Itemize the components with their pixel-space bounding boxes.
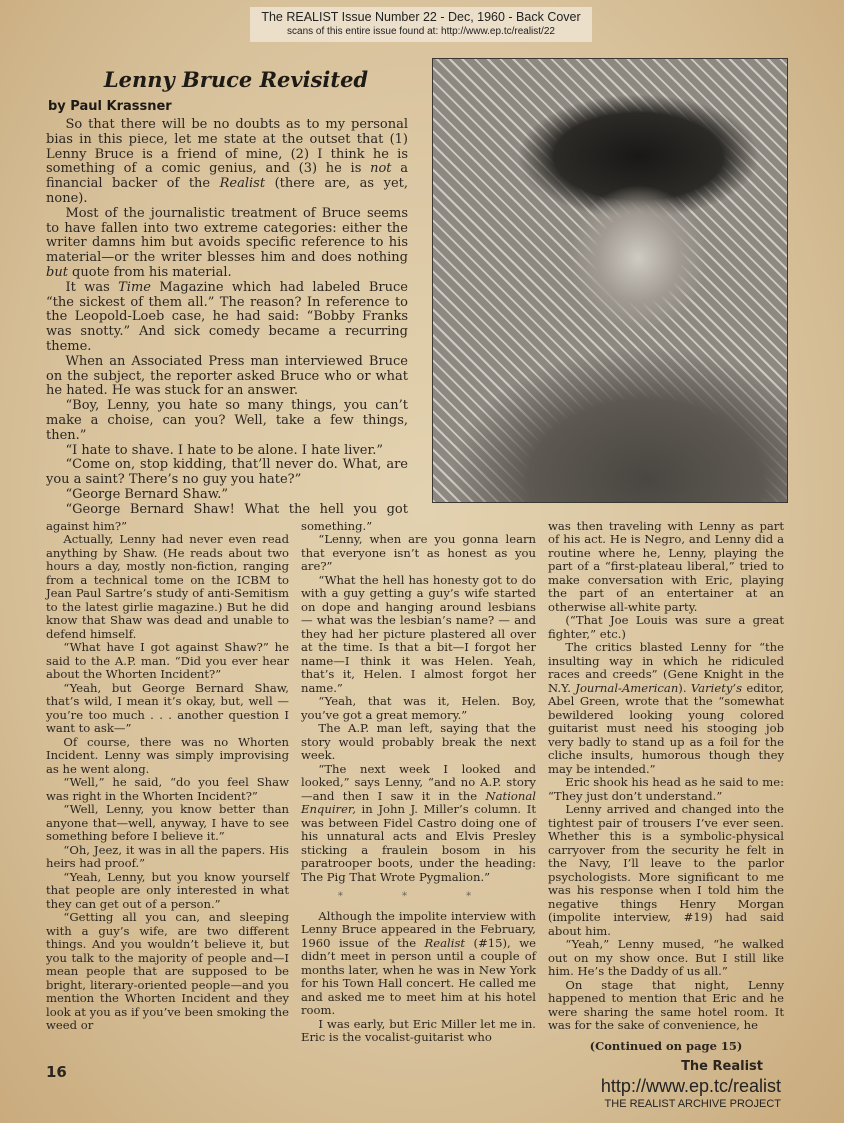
column-3 [548,520,784,1054]
page-number: 16 [46,1062,67,1081]
paragraph [46,911,289,1033]
article-title: Lenny Bruce Revisited [103,67,369,92]
columns [46,520,791,1054]
paragraph [46,355,408,399]
byline: by Paul Krassner [48,99,172,114]
paragraph [301,1018,536,1045]
text-run: The critics blasted Lenny for “the insulting way in which he ridiculed races and creeds” (Gene Knight in the N.Y. [548,640,784,695]
paragraph [548,979,784,1033]
text-run: When an Associated Press man interviewed Bruce on the subject, the reporter asked Bruce who or what he hated. He was stuck for an answer. [46,353,408,399]
text-run: “I hate to shave. I hate to be alone. I hate liver.” [65,442,384,458]
text-run: Lenny arrived and changed into the tightest pair of trousers I’ve ever seen. Whether this is a symbolic-physical carryover from the security he felt in the Navy, I’ll leave to the parlor psychologists. More significant to me was his response when I told him the negative things Henry Morgan (impolite interview, #19) had said about him. [548,802,784,938]
text-run: * * * [337,891,500,903]
paragraph [548,641,784,776]
paragraph [46,844,289,871]
footer-credits [601,1058,791,1111]
text-run: Most of the journalistic treatment of Bruce seems to have fallen into two extreme categories: either the writer damns him but avoids specific reference to his material—or the writer blesses him and does nothing [46,205,408,266]
italic-text: Realist [424,935,466,950]
text-run: The A.P. man left, saying that the story would probably break the next week. [301,721,536,763]
column-2 [301,520,536,1045]
italic-text: Realist [219,176,266,192]
text-run: ). [678,680,691,695]
paragraph [548,938,784,979]
text-run: was then traveling with Lenny as part of his act. He is Negro, and Lenny did a routine where he, Lenny, playing the part of a “first-plateau liberal,” tried to make conversation with Eric, playing the part of an entertainer at an otherwise all-white party. [548,518,784,614]
paragraph [301,520,536,534]
column-3-text [548,520,784,1033]
magazine-name: The Realist [681,1058,763,1074]
text-run: “Yeah, that was it, Helen. Boy, you’ve got a great memory.” [301,694,536,722]
page-footer [46,1058,791,1111]
paragraph [46,207,408,281]
continued-note: (Continued on page 15) [589,1038,743,1053]
paragraph [46,520,289,534]
text-run: “Come on, stop kidding, that’ll never do. What, are you a saint? There’s no guy you hate?” [46,457,408,488]
paragraph [301,533,536,574]
paragraph [46,458,408,488]
paragraph [301,574,536,696]
archive-url: http://www.ep.tc/realist [600,1075,781,1096]
text-run: “What have I got against Shaw?” he said to the A.P. man. “Did you ever hear about the Whorten Incident?” [46,640,289,682]
paragraph [46,444,408,459]
paragraph [301,722,536,763]
text-run: So that there will be no doubts as to my personal bias in this piece, let me state at the outset that (1) Lenny Bruce is a friend of mine, (2) I think he is something of a comic genius, and (3) he is [46,117,408,177]
text-run: “Yeah,” Lenny mused, “he walked out on my show once. But I still like him. He’s the Daddy of us all.” [548,937,784,979]
paragraph [46,488,408,503]
banner-subtitle: scans of this entire issue found at: http://www.ep.tc/realist/22 [287,26,555,37]
banner-title: The REALIST Issue Number 22 - Dec, 1960 - Back Cover [261,10,581,24]
paragraph [301,890,536,904]
paragraph [46,803,289,844]
italic-text: not [370,161,392,177]
text-run: Magazine which had labeled Bruce “the sickest of them all.” The reason? In reference to the Leopold-Loeb case, he had said: “Bobby Franks was snotty.” And sick comedy became a recurring theme. [46,279,408,354]
lead-text [46,118,408,503]
italic-text: but [46,264,68,280]
paragraph [46,871,289,912]
text-run: Although the impolite interview with Lenny Bruce appeared in the February, 1960 issue of the [301,908,536,950]
text-run: Eric shook his head as he said to me: “They just don’t understand.” [548,775,784,803]
paragraph [301,763,536,885]
text-run: “Well, Lenny, you know better than anyone that—well, anyway, I have to see something before I believe it.” [46,802,289,844]
text-run: I was early, but Eric Miller let me in. Eric is the vocalist-guitarist who [301,1016,536,1045]
text-run: against him?” [46,518,128,533]
paragraph [548,520,784,615]
italic-text: Time [118,279,151,295]
italic-text: Journal-American [575,680,679,695]
italic-text: National Enquirer, [301,788,536,817]
paragraph [301,695,536,722]
spanning-line: “George Bernard Shaw! What the hell you got [65,501,408,517]
text-run: (“That Joe Louis was sure a great fighter,” etc.) [548,613,784,641]
text-run: “Lenny, when are you gonna learn that everyone isn’t as honest as you are?” [301,532,536,574]
italic-text: Variety’s [690,680,743,695]
text-run: quote from his material. [67,264,232,280]
text-run: “George Bernard Shaw.” [65,486,229,502]
paragraph [548,614,784,641]
paragraph [46,736,289,777]
text-run: “Well,” he said, “do you feel Shaw was right in the Whorten Incident?” [46,775,289,803]
column-1 [46,520,289,1033]
text-run: something.” [301,518,373,533]
text-run: On stage that night, Lenny happened to mention that Eric and he were sharing the same hotel room. It was for the sake of convenience, he [548,977,784,1033]
text-run: Of course, there was no Whorten Incident. Lenny was simply improvising as he went along. [46,734,289,776]
text-run: “Boy, Lenny, you hate so many things, you can’t make a choise, can you? Well, take a few things, then.” [46,398,408,443]
text-run: a financial backer of the [46,161,408,192]
paragraph [548,776,784,803]
paragraph [46,533,289,641]
text-run: “Getting all you can, and sleeping with a guy’s wife, are two different things. And you wouldn’t believe it, but you talk to the majority of people and—I mean people that are supposed to be bright, literary-oriented people—and you mention the Whorten Incident and they look at you as if you’ve been smoking the weed or [46,910,289,1033]
paragraph [46,399,408,443]
text-run: “Yeah, but George Bernard Shaw, that’s wild, I mean it’s okay, but, well —you’re too much . . . another question I want to ask—” [46,680,289,736]
paragraph [301,910,536,1018]
text-run: It was [65,279,119,295]
text-run: “Oh, Jeez, it was in all the papers. His heirs had proof.” [46,842,289,871]
text-run: “Yeah, Lenny, but you know yourself that people are only interested in what they can get out of a person.” [46,869,289,911]
text-run: (there are, as yet, none). [46,176,408,206]
paragraph [548,803,784,938]
paragraph [46,776,289,803]
text-run: Actually, Lenny had never even read anything by Shaw. (He reads about two hours a day, mostly non-fiction, ranging from a technical tome on the ICBM to Jean Paul Sartre’s study of anti-Semitism to the latest girlie magazine.) But he did know that Shaw was dead and unable to defend himself. [46,532,289,641]
paragraph [46,281,408,355]
text-run: “The next week I looked and looked,” says Lenny, “and no A.P. story—and then I saw it in the [301,761,536,803]
article-top [46,66,412,518]
archive-project: THE REALIST ARCHIVE PROJECT [604,1097,781,1110]
paragraph [46,682,289,736]
text-run: (#15), we didn’t meet in person until a couple of months later, when he was in New York for his Town Hall concert. He called me and asked me to meet him at his hotel room. [301,935,536,1018]
text-run: editor, Abel Green, wrote that the “somewhat bewildered looking young colored guitarist must need his stooging job very badly to stand up as a foil for the cliche insults, humorous though they may be intended.” [548,680,784,776]
paragraph [46,118,408,207]
text-run: “What the hell has honesty got to do with a guy getting a guy’s wife started on dope and hanging around lesbians — what was the lesbian’s name? — and they had her picture plastered all over at the time. Is that a bit—I forgot her name—I think it was Helen. Yeah, that’s it, Helen. I almost forgot her name.” [301,572,536,695]
paragraph [46,641,289,682]
text-run: in John J. Miller’s column. It was between Fidel Castro doing one of his unnatural acts and Elvis Presley sticking a fraulein bosom in his paratrooper boots, under the heading: The Pig That Wrote Pygmalion.” [301,802,536,884]
